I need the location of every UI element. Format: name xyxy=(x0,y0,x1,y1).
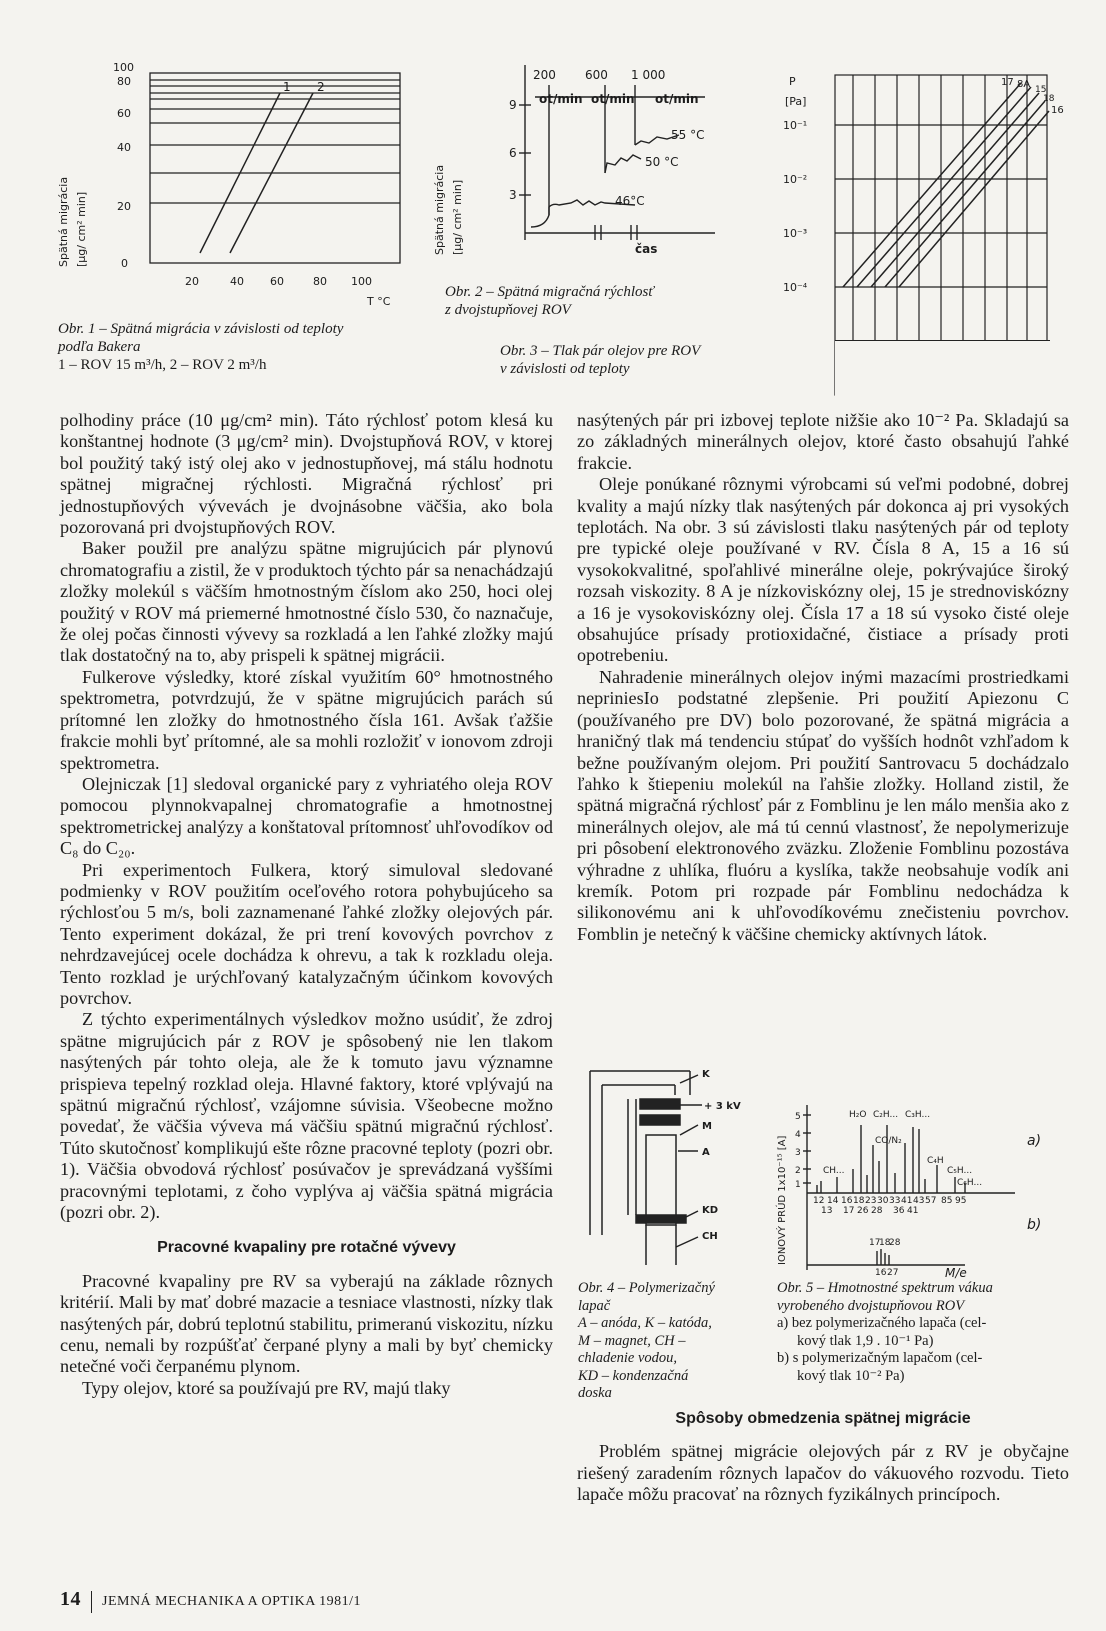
fig4-caption-line: lapač xyxy=(578,1297,611,1314)
fig5-mass: 23 xyxy=(865,1196,877,1206)
fig5-peak-label: C₂H... xyxy=(873,1110,899,1120)
fig5-mass: 17 xyxy=(869,1238,881,1248)
fig1-ytick: 20 xyxy=(117,200,131,213)
fig5-mass: 26 xyxy=(857,1206,869,1216)
section-heading: Spôsoby obmedzenia spätnej migrácie xyxy=(675,1410,971,1427)
fig1-ytick: 60 xyxy=(117,107,131,120)
page-number: 14 xyxy=(60,1588,81,1610)
fig5-peak-label: CO/N₂ xyxy=(875,1136,902,1146)
fig5-mass: 28 xyxy=(889,1238,901,1248)
paragraph: nasýtených pár pri izbovej teplote nižšie ako 10⁻² Pa. Skladajú sa zo základných minerálnych olejov, ktoré často obsahujú ľahké frakcie. xyxy=(577,410,1069,473)
fig5-peak-label: C₆H... xyxy=(957,1178,983,1188)
fig1-ylabel: Spätná migrácia xyxy=(57,176,70,267)
figure-1 xyxy=(55,55,475,435)
fig5-peak-label: C₃H... xyxy=(905,1110,931,1120)
paragraph: Nahradenie minerálnych olejov inými mazacími prostriedkami nepriniesIo podstatné zlepšenie. Pri použití Apiezonu C (používaného pre DV) bolo pozorované, že spätná migrácia a hraničný tlak má tendenciu stúpať do vyšších hodnôt vzhľadom k bežne používaným olejom. Pri použití Santrovacu 5 dochádzalo ľahko k štiepeniu molekúl na ľahšie zložky. Holland zistil, že spätná migračná rýchlosť pár z Fomblinu je len málo menšia ako z minerálnych olejov, ale má tú cennú vlastnosť, že nepolymerizuje pri pôsobení elektronového zväzku. Zloženie Fomblinu pozostáva výhradne z uhlíka, fluóru a kyslíka, takže neobsahuje vodík ani kremík. Potom pri rozpade pár Fomblinu nedochádza k silikonovému ani k uhľovodíkovému znečisteniu povrchov. Fomblin je netečný k väčšine chemicky aktívnych látok. xyxy=(577,666,1069,944)
fig2-ytick: 9 xyxy=(509,98,517,112)
footer-divider xyxy=(91,1591,92,1613)
fig2-caption-line: Obr. 2 – Spätná migračná rýchlosť xyxy=(445,284,654,300)
figure-5 xyxy=(765,1065,1065,1280)
fig2-rate-label: ot/min xyxy=(591,92,635,106)
fig1-ytick: 0 xyxy=(121,257,128,270)
fig4-label: M xyxy=(702,1121,712,1132)
fig4-label: + 3 kV xyxy=(704,1101,741,1112)
fig3-curve-label: 16 xyxy=(1051,105,1064,116)
fig1-caption xyxy=(58,320,418,374)
paragraph: Problém spätnej migrácie olejových pár z RV je obyčajne riešený zaradením rôznych lapačov do vákuového rozvodu. Tieto lapače môžu pracovať na rôznych fyzikálnych princípoch. xyxy=(577,1441,1069,1505)
fig2-caption xyxy=(445,283,775,319)
paragraph: Typy olejov, ktoré sa používajú pre RV, majú tlaky xyxy=(82,1377,451,1398)
fig3-ytick: 10⁻¹ xyxy=(783,119,808,132)
fig2-ylabel: Spätná migrácia xyxy=(433,164,446,255)
fig3-frame-cover xyxy=(835,340,1050,401)
fig3-ytitle: P xyxy=(789,75,796,88)
fig4-caption-line: KD – kondenzačná xyxy=(578,1367,689,1384)
paragraph: Pracovné kvapaliny pre RV sa vyberajú na základe rôznych kritérií. Mali by mať dobré mazacie a tesniace vlastnosti, nízky tlak nasýtených pár, dobrú teplotnú stabilitu, primeranú viskozitu, nízku cenu, nemali by rozpúšťať čerpané plyny a mali by byť chemicky netečné voči čerpanému plynom. xyxy=(60,1270,553,1377)
paragraph: Baker použil pre analýzu spätne migrujúcich pár plynovú chromatografiu a zistil, že v produktoch týchto pár sa nenachádzajú zložky molekúl s väčším hmotnostným číslom ako 250, hoci olej použitý v ROV má priemerné hmotnostné číslo 530, čo naznačuje, že olej počas činnosti vývevy sa rozkladá a len ľahké zložky majú tlak dostatočný na to, aby prispeli k spätnej migrácii. xyxy=(60,538,553,666)
fig1-ylabel-unit: [μg/ cm² min] xyxy=(75,191,88,267)
fig3-caption xyxy=(500,342,800,378)
fig5-peak-label: H₂O xyxy=(849,1110,867,1120)
fig5-mass: 41 xyxy=(901,1196,913,1206)
fig3-curve-label: 15 xyxy=(1035,85,1047,95)
fig3-curve-label: 8A xyxy=(1017,79,1031,90)
fig2-top-label: 1 000 xyxy=(631,68,666,82)
fig2-rate-label: ot/min xyxy=(539,92,583,106)
fig2-temp-label: 50 °C xyxy=(645,155,679,169)
fig4-caption-line: A – anóda, K – katóda, xyxy=(578,1315,712,1331)
fig2-temp-label: 55 °C xyxy=(671,128,705,142)
fig1-xtick: 100 xyxy=(351,275,372,288)
paragraph: Olejniczak [1] sledoval organické pary z vyhriatého oleja ROV pomocou plynnokvapalnej chromatografie a hmotnostnej spektrometrickej analýzy a konštatoval prítomnosť uhľovodíkov od C₈ do C₂₀. xyxy=(60,773,553,859)
fig2-caption-line: z dvojstupňovej ROV xyxy=(445,302,571,318)
fig3-curve-label: 17 xyxy=(1001,77,1014,88)
fig4-label: KD xyxy=(702,1205,719,1216)
fig2-rate-label: ot/min xyxy=(655,92,699,106)
fig5-mass: 12 xyxy=(813,1196,825,1206)
fig5-peak-label: CH... xyxy=(823,1166,845,1176)
fig3-caption-line: v závislosti od teploty xyxy=(500,361,630,377)
right-column-top xyxy=(577,410,1069,945)
fig3-yunit: [Pa] xyxy=(785,95,807,108)
fig3-curve-label: 18 xyxy=(1043,94,1055,104)
fig5-tag-a: a) xyxy=(1027,1133,1042,1149)
fig5-caption-line: b) s polymerizačným lapačom (cel- xyxy=(777,1350,983,1366)
fig5-mass: 41 xyxy=(907,1206,919,1216)
fig2-ytick: 6 xyxy=(509,146,517,160)
fig3-caption-line: Obr. 3 – Tlak pár olejov pre ROV xyxy=(500,343,701,359)
fig3-ytick: 10⁻⁴ xyxy=(783,281,808,294)
fig5-ytick: 1 xyxy=(795,1180,801,1190)
journal-name: JEMNÁ MECHANIKA A OPTIKA 1981/1 xyxy=(102,1594,361,1609)
left-column xyxy=(60,410,553,1399)
paragraph: Oleje ponúkané rôznymi výrobcami sú veľmi podobné, dobrej kvality a majú nízky tlak nasýtených pár dokonca aj pri vysokých teplotách. Na obr. 3 sú závislosti tlaku nasýtených pár od teploty pre typické oleje používané v RV. Čísla 8 A, 15 a 16 sú vysokokvalitné, spoľahlivé minerálne oleje, pokrývajúce široký rozsah viskozity. 8 A je nízkoviskózny olej, 15 je strednoviskózny a 16 je vysokoviskózny olej. Čísla 17 a 18 sú vysoko čisté oleje obsahujúce prísady protioxidačné, čistiace a prísady proti opotrebeniu. xyxy=(577,474,1069,666)
fig5-caption-line: vyrobeného dvojstupňovou ROV xyxy=(777,1297,965,1314)
fig1-ytick: 100 xyxy=(113,61,134,74)
fig5-mass: 18 xyxy=(879,1238,891,1248)
fig5-mass: 27 xyxy=(887,1268,899,1278)
fig4-caption xyxy=(578,1280,768,1403)
fig5-mass: 36 xyxy=(893,1206,905,1216)
fig2-top-label: 600 xyxy=(585,68,608,82)
fig5-mass: 17 xyxy=(843,1206,855,1216)
section-heading: Pracovné kvapaliny pre rotačné vývevy xyxy=(157,1239,456,1257)
fig1-xtick: 20 xyxy=(185,275,199,288)
paragraph: Fulkerove výsledky, ktoré získal využitím 60° hmotnostného spektrometra, potvrdzujú, že v spätne migrujúcich parách sú prítomné len zložky do hmotnostného čísla 161. Avšak ťažšie frakcie mohli byť prítomné, ale sa mohli rozložiť v ionovom zdroji spektrometra. xyxy=(60,666,553,773)
fig4-label: K xyxy=(702,1069,710,1080)
fig5-ylabel: IONOVÝ PRÚD 1x10⁻¹⁵ [A] xyxy=(777,1135,788,1265)
fig1-caption-line: Obr. 1 – Spätná migrácia v závislosti od teploty xyxy=(58,321,344,337)
fig5-ytick: 4 xyxy=(795,1130,801,1140)
fig5-caption-line: Obr. 5 – Hmotnostné spektrum vákua xyxy=(777,1280,993,1296)
fig1-xunit: T °C xyxy=(367,295,391,308)
fig5-mass: 85 xyxy=(941,1196,953,1206)
paragraph: Z týchto experimentálnych výsledkov možno usúdiť, že zdroj spätne migrujúcich pár z ROV je spôsobený nie len tlakom nasýtených pár tohto oleja, ale že k tomuto javu významne prispieva tepelný rozklad oleja. Hlavné faktory, ktoré vplývajú na spätnú migračnú rýchlosť, vzájomne súvisia. Všeobecne možno povedať, že väčšia výveva má väčšiu spätnú migračnú rýchlosť. Túto skutočnosť komplikujú ešte rôzne pracovné teploty (pozri obr. 1). Väčšia obvodová rýchlosť posúvačov je sprevádzaná vyššími pracovnými teplotami, z čoho vyplýva aj väčšia spätná migrácia (pozri obr. 2). xyxy=(60,1009,553,1223)
fig4-caption-line: Obr. 4 – Polymerizačný xyxy=(578,1280,715,1296)
fig1-ytick: 40 xyxy=(117,141,131,154)
fig1-curve-label: 1 xyxy=(283,80,291,94)
fig5-caption-line: kový tlak 10⁻² Pa) xyxy=(797,1367,905,1384)
fig5-ytick: 2 xyxy=(795,1166,801,1176)
fig1-ytick: 80 xyxy=(117,75,131,88)
fig5-caption xyxy=(777,1280,1077,1385)
fig5-mass: 28 xyxy=(871,1206,883,1216)
fig5-peak-label: C₅H... xyxy=(947,1166,973,1176)
fig5-mass: 57 xyxy=(925,1196,937,1206)
figure-4 xyxy=(580,1065,760,1275)
fig5-tag-b: b) xyxy=(1027,1217,1042,1233)
fig5-peak-label: C₄H xyxy=(927,1156,944,1166)
fig3-ytick: 10⁻³ xyxy=(783,227,808,240)
paragraph: polhodiny práce (10 μg/cm² min). Táto rýchlosť potom klesá ku konštantnej hodnote (3 μg/cm² min). Dvojstupňová ROV, v ktorej bol použitý taký istý olej ako v jednostupňovej, má stálu hodnotu spätnej migračnej rýchlosti. Migračná rýchlosť pri jednostupňových vývevách je dvojnásobne väčšia, ako bola pozorovaná pri dvojstupňových ROV. xyxy=(60,410,553,538)
fig5-mass: 16 xyxy=(841,1196,853,1206)
fig4-caption-line: doska xyxy=(578,1385,612,1401)
fig5-ytick: 5 xyxy=(795,1112,801,1122)
fig2-xlabel: čas xyxy=(635,242,658,256)
fig5-mass: 33 xyxy=(889,1196,901,1206)
fig4-caption-line: chladenie vodou, xyxy=(578,1350,678,1366)
right-column-bottom xyxy=(577,1408,1069,1506)
fig4-label: CH xyxy=(702,1231,718,1242)
fig5-mass: 13 xyxy=(821,1206,833,1216)
fig1-curve-label: 2 xyxy=(317,80,325,94)
fig5-mass: 18 xyxy=(853,1196,865,1206)
fig5-ytick: 3 xyxy=(795,1148,801,1158)
fig4-caption-line: M – magnet, CH – xyxy=(578,1332,686,1349)
fig2-top-label: 200 xyxy=(533,68,556,82)
fig4-label: A xyxy=(702,1147,710,1158)
paragraph: Pri experimentoch Fulkera, ktorý simuloval sledované podmienky v ROV použitím oceľového rotora pohybujúceho sa rýchlosťou 5 m/s, boli zaznamenané ľahké zložky olejových pár. Tento experiment dokázal, že pri trení kovových povrchov z nehrdzavejúcej ocele dochádza k ohrevu, a tak k rozkladu oleja. Tento rozklad je urýchľovaný katalyzačným účinkom kovových povrchov. xyxy=(60,859,553,1008)
fig1-xtick: 80 xyxy=(313,275,327,288)
fig5-caption-line: kový tlak 1,9 . 10⁻¹ Pa) xyxy=(797,1332,934,1349)
fig5-mass: 95 xyxy=(955,1196,967,1206)
fig2-temp-label: 46°C xyxy=(615,194,645,208)
fig2-ylabel-unit: [μg/ cm² min] xyxy=(451,179,464,255)
fig5-xlabel: M/e xyxy=(945,1266,967,1280)
fig2-ytick: 3 xyxy=(509,188,517,202)
fig1-caption-line: 1 – ROV 15 m³/h, 2 – ROV 2 m³/h xyxy=(58,357,267,373)
fig5-mass: 14 xyxy=(827,1196,839,1206)
fig5-caption-line: a) bez polymerizačného lapača (cel- xyxy=(777,1315,987,1331)
fig1-caption-line: podľa Bakera xyxy=(58,339,141,355)
fig1-xtick: 40 xyxy=(230,275,244,288)
page-footer xyxy=(60,1588,361,1613)
fig3-ytick: 10⁻² xyxy=(783,173,808,186)
fig1-xtick: 60 xyxy=(270,275,284,288)
fig5-mass: 16 xyxy=(875,1268,887,1278)
fig5-mass: 30 xyxy=(877,1196,889,1206)
fig5-mass: 43 xyxy=(913,1196,925,1206)
